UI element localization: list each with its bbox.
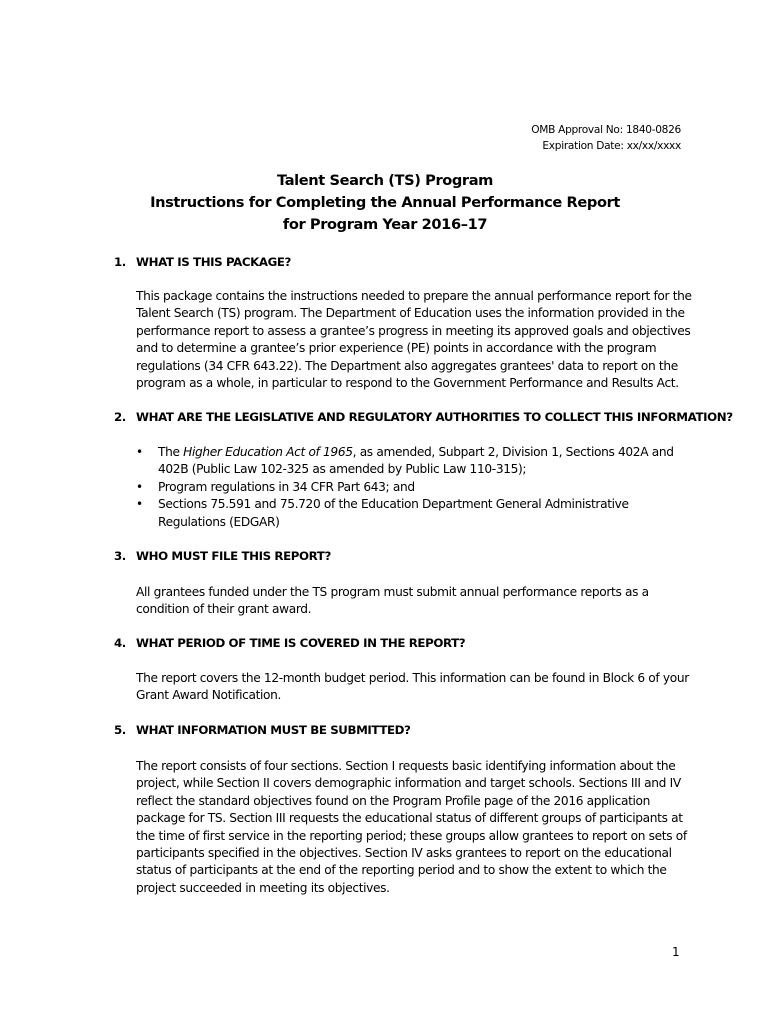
body-line: the time of first service in the reporting period; these groups allow grantees to report on sets of xyxy=(136,828,687,843)
section-title: WHAT IS THIS PACKAGE? xyxy=(136,255,291,269)
section-number: 5. xyxy=(114,723,126,737)
body-line: participants specified in the objectives. Section IV asks grantees to report on the educational xyxy=(136,846,672,861)
body-line: regulations (34 CFR 643.22). The Department also aggregates grantees' data to report on the xyxy=(136,358,678,373)
body-line: project, while Section II covers demographic information and target schools. Sections III and IV xyxy=(136,776,681,791)
section-2-bullet-list xyxy=(136,444,681,531)
bullet-icon: • xyxy=(136,445,143,459)
omb-approval-number: OMB Approval No: 1840-0826 xyxy=(531,124,681,136)
body-line: Grant Award Notification. xyxy=(136,688,282,703)
title-line-3: for Program Year 2016–17 xyxy=(282,216,488,233)
title-line-2: Instructions for Completing the Annual Performance Report xyxy=(150,194,620,211)
section-5-body xyxy=(136,758,687,897)
section-title: WHO MUST FILE THIS REPORT? xyxy=(136,549,331,563)
section-3-heading xyxy=(114,549,331,563)
section-4-body xyxy=(136,670,689,705)
body-line: Talent Search (TS) program. The Department of Education uses the information provided in the xyxy=(136,306,685,321)
section-3-body xyxy=(136,584,681,619)
body-line: All grantees funded under the TS program must submit annual performance reports as a xyxy=(136,585,649,599)
body-line: and to determine a grantee’s prior experience (PE) points in accordance with the program xyxy=(136,341,657,356)
bullet-item xyxy=(136,496,681,531)
bullet-icon: • xyxy=(136,479,143,494)
section-number: 2. xyxy=(114,410,126,424)
section-number: 4. xyxy=(114,636,126,650)
bullet-line: The Higher Education Act of 1965, as amended, Subpart 2, Division 1, Sections 402A and xyxy=(158,445,674,459)
document-title xyxy=(0,170,770,236)
bullet-item xyxy=(136,479,681,496)
bullet-line: Sections 75.591 and 75.720 of the Education Department General Administrative xyxy=(158,497,629,512)
body-line: condition of their grant award. xyxy=(136,602,312,617)
body-line: The report covers the 12-month budget period. This information can be found in Block 6 of your xyxy=(136,671,689,685)
section-title: WHAT ARE THE LEGISLATIVE AND REGULATORY AUTHORITIES TO COLLECT THIS INFORMATION? xyxy=(136,410,733,424)
body-line: performance report to assess a grantee’s progress in meeting its approved goals and objectives xyxy=(136,323,691,338)
bullet-line: Regulations (EDGAR) xyxy=(158,514,280,529)
title-line-1: Talent Search (TS) Program xyxy=(277,172,493,189)
bullet-icon: • xyxy=(136,497,143,512)
body-line: status of participants at the end of the reporting period and to show the extent to which the xyxy=(136,863,667,878)
body-line: project succeeded in meeting its objectives. xyxy=(136,880,390,895)
section-1-heading xyxy=(114,255,291,269)
section-title: WHAT PERIOD OF TIME IS COVERED IN THE REPORT? xyxy=(136,636,466,650)
body-line: The report consists of four sections. Section I requests basic identifying information about the xyxy=(136,759,676,773)
section-4-heading xyxy=(114,636,465,650)
body-line: reflect the standard objectives found on the Program Profile page of the 2016 application xyxy=(136,793,651,808)
bullet-line: Program regulations in 34 CFR Part 643; and xyxy=(158,479,415,494)
section-number: 1. xyxy=(114,255,126,269)
section-5-heading xyxy=(114,723,410,737)
section-title: WHAT INFORMATION MUST BE SUBMITTED? xyxy=(136,723,411,737)
section-2-heading xyxy=(114,410,733,424)
act-title: Higher Education Act of 1965 xyxy=(183,445,353,459)
section-number: 3. xyxy=(114,549,126,563)
page-number: 1 xyxy=(672,945,680,959)
body-line: package for TS. Section III requests the educational status of different groups of participants at xyxy=(136,811,683,826)
omb-expiration-date: Expiration Date: xx/xx/xxxx xyxy=(542,140,681,152)
body-line: This package contains the instructions needed to prepare the annual performance report for the xyxy=(136,289,692,303)
body-line: program as a whole, in particular to respond to the Government Performance and Results Act. xyxy=(136,376,679,391)
omb-approval-block xyxy=(531,122,681,154)
bullet-line: 402B (Public Law 102-325 as amended by Public Law 110-315); xyxy=(158,462,527,477)
section-1-body xyxy=(136,288,692,392)
bullet-item xyxy=(136,444,681,479)
